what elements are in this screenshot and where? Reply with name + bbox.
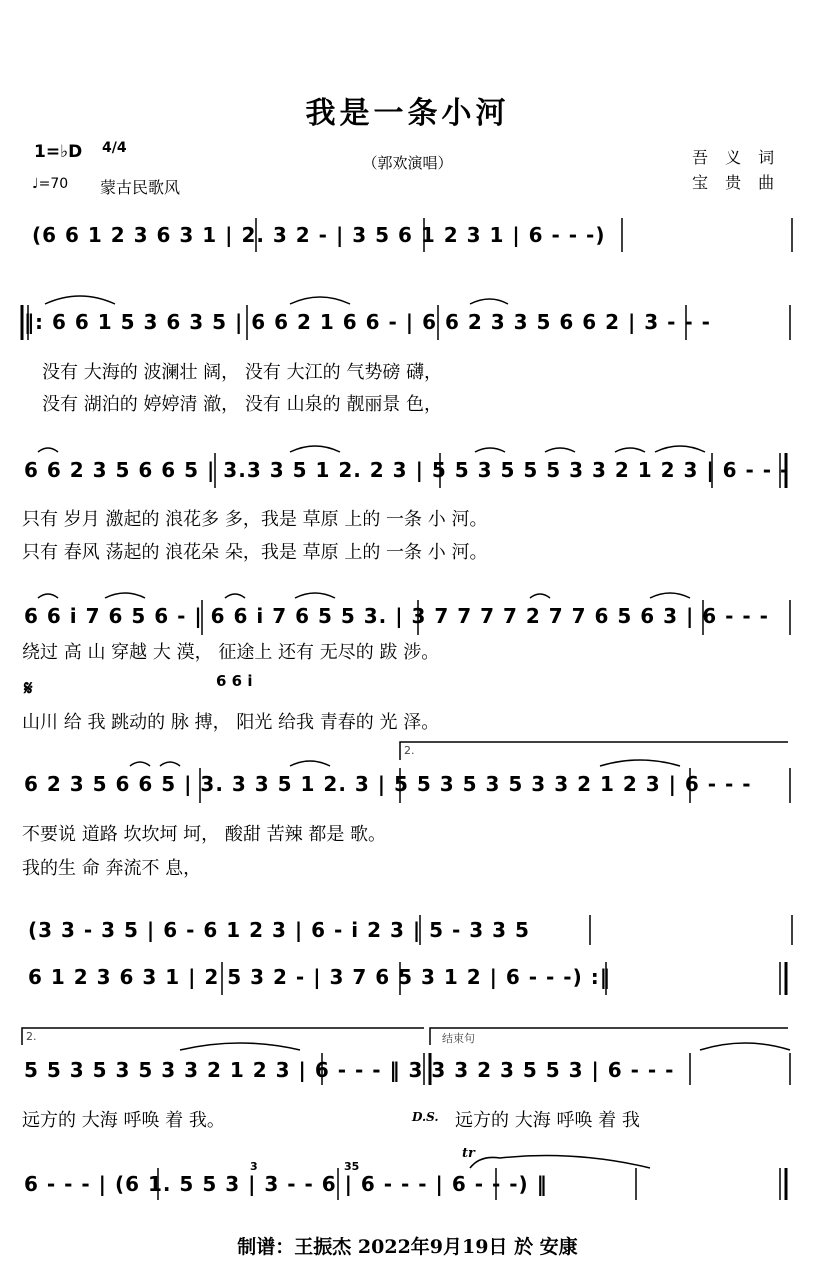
performer-note: （郭欢演唱） [362,154,453,172]
lyric-row-2-verse-1: 没有 大海的 波澜壮 阔， 没有 大江的 气势磅 礴， [42,362,443,383]
score-row-5-notes: 6 2 3 5 6 6 5 | 3. 3 3 5 1 2. 3 | 5 5 3 5 3 5 3 3 2 1 2 3 | 6 - - - [24,772,752,796]
ending-label: 结束句 [442,1032,475,1045]
score-row-7-notes: 6 1 2 3 6 3 1 | 2 5 3 2 - | 3 7 6 5 3 1 2 | 6 - - -) :‖ [28,965,611,989]
song-title: 我是一条小河 [305,96,510,131]
score-row-3-notes: 6 6 2 3 5 6 6 5 | 3.3 3 5 1 2. 2 3 | 5 5 3 5 5 5 3 3 2 1 2 3 | 6 - - - [24,458,790,482]
composer-credit: 宝 贵 曲 [692,173,781,192]
lyric-row-4-verse-2: 山川 给 我 跳动的 脉 搏， 阳光 给我 青春的 光 泽。 [22,712,440,733]
lyric-row-8-b: 远方的 大海 呼唤 着 我 [455,1110,640,1131]
segno-sign: 𝄋 [24,676,33,700]
lyric-row-2-verse-2: 没有 湖泊的 婷婷清 澈， 没有 山泉的 靓丽景 色， [42,394,443,415]
volta-2b-label: 2. [26,1030,37,1043]
score-row-6-notes: (3 3 - 3 5 | 6 - 6 1 2 3 | 6 - i 2 3 | 5 - 3 3 5 [28,918,530,942]
lyric-row-8-a: 远方的 大海 呼唤 着 我。 [22,1110,225,1131]
grace-note-1: 3 [250,1160,258,1173]
score-row-1-notes: (6 6 1 2 3 6 3 1 | 2. 3 2 - | 3 5 6 1 2 3 1 | 6 - - -) [32,223,606,247]
score-row-8-notes: 5 5 3 5 3 5 3 3 2 1 2 3 | 6 - - - ‖ 3 3 3 2 3 5 5 3 | 6 - - - [24,1058,675,1082]
volta-2-label: 2. [404,744,415,757]
lyric-row-3-verse-2: 只有 春风 荡起的 浪花朵 朵，我是 草原 上的 一条 小 河。 [22,542,488,563]
lyric-row-5-verse-2: 我的生 命 奔流不 息， [22,858,202,879]
tempo-marking: ♩=70 [32,176,69,192]
lyricist-credit: 吾 义 词 [692,148,781,167]
music-style: 蒙古民歌风 [100,178,181,197]
dal-segno-mark: D.S. [412,1110,439,1124]
transcriber-footer: 制谱：王振杰 2022年9月19日 於 安康 [237,1236,578,1258]
score-row-2-notes: ‖: 6 6 1 5 3 6 3 5 | 6 6 2 1 6 6 - | 6 6 2 3 3 5 6 6 2 | 3 - - - [24,310,711,334]
grace-note-2: 35 [344,1160,360,1173]
lyric-row-3-verse-1: 只有 岁月 激起的 浪花多 多，我是 草原 上的 一条 小 河。 [22,509,488,530]
score-row-4-notes: 6 6 i 7 6 5 6 - | 6 6 i 7 6 5 5 3. | 3 7 7 7 7 2 7 7 6 5 6 3 | 6 - - - [24,604,769,628]
time-signature: 4/4 [102,140,127,156]
lyric-row-5-verse-1: 不要说 道路 坎坎坷 坷， 酸甜 苦辣 都是 歌。 [22,824,387,845]
alternate-notes: 6 6 i [216,672,253,690]
trill-mark: tr [462,1146,475,1161]
key-signature: 1=♭D [34,142,83,162]
lyric-row-4-verse-1: 绕过 高 山 穿越 大 漠， 征途上 还有 无尽的 跋 涉。 [22,642,440,663]
score-row-9-notes: 6 - - - | (6 1. 5 5 3 | 3 - - 6 | 6 - - - | 6 - - -) ‖ [24,1172,548,1196]
